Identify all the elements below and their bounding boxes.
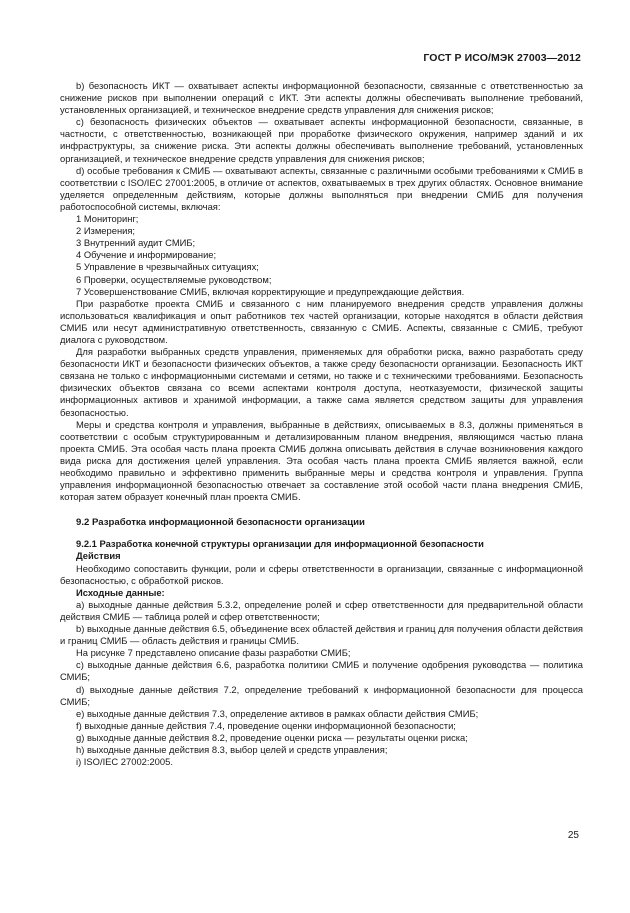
input-item-a: a) выходные данные действия 5.3.2, определение ролей и сфер ответственности для предварительной области действия СМИБ — таблица ролей и сфер ответственности; bbox=[60, 598, 583, 622]
paragraph-c: c) безопасность физических объектов — охватывает аспекты информационной безопасности, связанные, в частности, с ответственностью, возникающей при проработке физического окружения, например зданий и их инфраструктуры, за снижение риска. Эти аспекты должны обеспечивать выполнение требований, установленных организацией, и техническое внедрение средств управления для снижения рисков; bbox=[60, 116, 583, 164]
input-item-g: g) выходные данные действия 8.2, проведение оценки риска — результаты оценки риска; bbox=[76, 731, 468, 743]
actions-heading: Действия bbox=[76, 550, 121, 562]
paragraph-b: b) безопасность ИКТ — охватывает аспекты информационной безопасности, связанные с ответственностью за снижение рисков при выполнении операций с ИКТ. Эти аспекты должны обеспечивать выполнение требований, установленных организацией, и техническое внедрение средств управления для снижения рисков; bbox=[60, 80, 583, 116]
paragraph-project-development: При разработке проекта СМИБ и связанного с ним планируемого внедрения средств управления должны использоваться квалификация и опыт работников тех частей организации, которые находятся в области действия СМИБ или несут административную ответственность, связанную с СМИБ. Аспекты, связанные с СМИБ, требуют диалога с руководством. bbox=[60, 297, 583, 345]
section-heading-9-2-1: 9.2.1 Разработка конечной структуры организации для информационной безопасности bbox=[76, 538, 484, 550]
list-item: 7 Усовершенствование СМИБ, включая корректирующие и предупреждающие действия. bbox=[76, 285, 465, 297]
list-item: 2 Измерения; bbox=[76, 225, 136, 237]
paragraph-security-environment: Для разработки выбранных средств управления, применяемых для обработки риска, важно разработать среду безопасности ИКТ и безопасности физических объектов, а также среду безопасности организации. Безопасность ИКТ связана не только с информационными системами и сетями, но также и с техническими требованиями. Безопасность физических объектов связана со всеми аспектами контроля доступа, неотказуемости, физической защиты информационных активов и хранимой информации, а также сама является средством защиты для управления безопасностью. bbox=[60, 346, 583, 418]
section-heading-9-2: 9.2 Разработка информационной безопасности организации bbox=[76, 517, 365, 529]
figure-note: На рисунке 7 представлено описание фазы разработки СМИБ; bbox=[76, 647, 351, 659]
input-item-h: h) выходные данные действия 8.3, выбор целей и средств управления; bbox=[76, 743, 388, 755]
list-item: 3 Внутренний аудит СМИБ; bbox=[76, 237, 196, 249]
actions-text: Необходимо сопоставить функции, роли и сферы ответственности в организации, связанные с информационной безопасностью, с обработкой рисков. bbox=[60, 562, 583, 586]
list-item: 6 Проверки, осуществляемые руководством; bbox=[76, 273, 272, 285]
input-item-e: e) выходные данные действия 7.3, определение активов в рамках области действия СМИБ; bbox=[76, 707, 479, 719]
input-item-d: d) выходные данные действия 7.2, определение требований к информационной безопасности для процесса СМИБ; bbox=[60, 683, 583, 707]
input-item-b: b) выходные данные действия 6.5, объединение всех областей действия и границ для получения области действия и границ СМИБ — область действия и границы СМИБ. bbox=[60, 623, 584, 647]
page-number: 25 bbox=[567, 830, 579, 841]
input-heading: Исходные данные: bbox=[76, 586, 165, 598]
page-content bbox=[60, 80, 583, 768]
input-item-c: c) выходные данные действия 6.6, разработка политики СМИБ и получение одобрения руководства — политика СМИБ; bbox=[60, 659, 583, 683]
list-item: 4 Обучение и информирование; bbox=[76, 249, 217, 261]
paragraph-controls-plan: Меры и средства контроля и управления, выбранные в действиях, описываемых в 8.3, должны применяться в соответствии с особым структурированным и детализированным планом внедрения, являющимся частью плана проекта СМИБ. Эта особая часть плана проекта СМИБ должна описывать действия в случае возникновения каждого вида риска для достижения целей управления. Эта особая часть плана проекта СМИБ является важной, если необходимо правильно и эффективно применить выбранные меры и средства контроля и управления. Группа управления информационной безопасностью отвечает за составление этой особой части плана внедрения СМИБ, которая затем образует конечный план проекта СМИБ. bbox=[60, 418, 583, 503]
standard-header: ГОСТ Р ИСО/МЭК 27003—2012 bbox=[423, 52, 581, 64]
input-item-i: i) ISO/IEC 27002:2005. bbox=[76, 756, 173, 768]
list-item: 5 Управление в чрезвычайных ситуациях; bbox=[76, 261, 259, 273]
input-item-f: f) выходные данные действия 7.4, проведение оценки информационной безопасности; bbox=[76, 719, 456, 731]
activity-list bbox=[60, 213, 583, 298]
list-item: 1 Мониторинг; bbox=[76, 213, 139, 225]
paragraph-d: d) особые требования к СМИБ — охватывают аспекты, связанные с различными особыми требованиями к СМИБ в соответствии с ISO/IEC 27001:2005, в отличие от аспектов, охватываемых в трех других областях. Основное внимание уделяется определенным действиям, которые должны выполняться при внедрении СМИБ для получения работоспособной системы, включая: bbox=[60, 164, 583, 212]
